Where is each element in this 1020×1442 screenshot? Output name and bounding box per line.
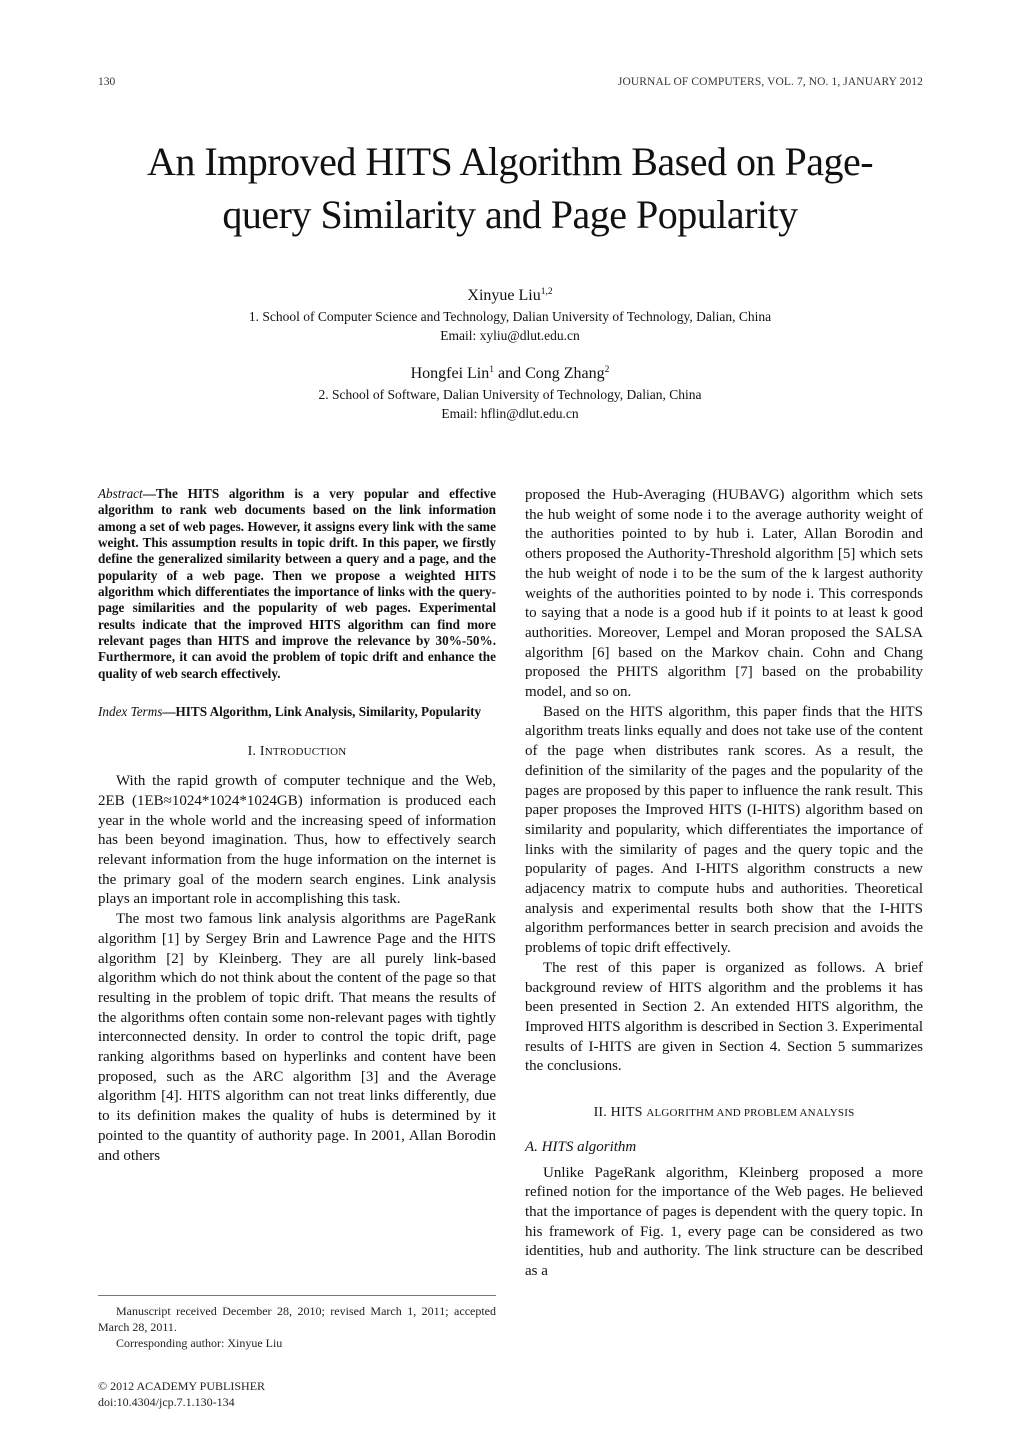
title-line-2: query Similarity and Page Popularity [222,192,798,237]
author-name: Xinyue Liu [467,287,541,304]
author-name: Hongfei Lin [410,365,490,382]
right-column [525,486,923,1282]
section-heading-introduction: I. INTRODUCTION [247,744,347,760]
footnote-received: Manuscript received December 28, 2010; revised March 1, 2011; accepted March 28, 2011. [98,1304,496,1334]
subsection-heading: A. HITS algorithm [525,1138,637,1155]
footnote-divider [98,1295,496,1296]
paragraph: Unlike PageRank algorithm, Kleinberg proposed a more refined notion for the importance of the Web pages. He believed that the importance of pages is dependent with the query topic. In his framework of Fig. 1, every page can be considered as two identities, hub and authority. The link structure can be described as a [525,1164,923,1280]
title-line-1: An Improved HITS Algorithm Based on Page- [146,139,874,184]
doi-line[interactable]: doi:10.4304/jcp.7.1.130-134 [98,1395,235,1409]
copyright-line: © 2012 ACADEMY PUBLISHER [98,1379,266,1393]
paragraph: Based on the HITS algorithm, this paper finds that the HITS algorithm treats links equally and does not take use of the content of the page when distributes rank scores. As a result, the definition of the similarity of the pages and the popularity of the pages are proposed by this paper to influence the rank result. This paper proposes the Improved HITS (I-HITS) algorithm based on similarity and popularity, which differentiates the importance of links with the similarity of pages and the query topic and the popularity of pages. And I-HITS algorithm constructs a new adjacency matrix to compute hubs and authorities. Theoretical analysis and experimental results both show that the I-HITS algorithm performances better in search precision and avoids the problems of topic drift effectively. [525,703,923,957]
author-affiliation-marker: 1,2 [540,287,553,297]
footnote-corresponding: Corresponding author: Xinyue Liu [116,1336,283,1350]
author-group-1 [60,285,960,345]
author-affiliation-marker: 1 [489,365,494,375]
left-column [98,486,496,1166]
author-email[interactable]: Email: hflin@dlut.edu.cn [441,406,579,421]
author-group-2 [60,363,960,423]
author-affiliation-marker: 2 [604,365,610,375]
author-affiliation: 1. School of Computer Science and Technology, Dalian University of Technology, Dalian, China [248,309,772,324]
author-affiliation: 2. School of Software, Dalian University of Technology, Dalian, China [318,387,702,402]
copyright-block [98,1378,265,1410]
abstract-text: —The HITS algorithm is a very popular and effective algorithm to rank web documents based on the link information among a set of web pages. However, it assigns every link with the same weight. This assumption results in topic drift. In this paper, we firstly define the generalized similarity between a query and a page, and the popularity of a web page. Then we propose a weighted HITS algorithm which differentiates the importance of links with the query-page similarities and the popularity of web pages. Experimental results indicate that the improved HITS algorithm can find more relevant pages than HITS and improve the relevance by 30%-50%. Furthermore, it can avoid the problem of topic drift and enhance the quality of web search effectively. [98,486,496,681]
paper-title [60,135,960,241]
paragraph: The rest of this paper is organized as follows. A brief background review of HITS algorithm and the problems it has been presented in Section 2. An extended HITS algorithm, the Improved HITS algorithm is described in Section 3. Experimental results of I-HITS are given in Section 4. Section 5 summarizes the conclusions. [525,959,923,1075]
author-email[interactable]: Email: xyliu@dlut.edu.cn [440,328,580,343]
author-block [60,285,960,423]
journal-citation: JOURNAL OF COMPUTERS, VOL. 7, NO. 1, JANUARY 2012 [617,76,923,88]
paragraph-continuation: proposed the Hub-Averaging (HUBAVG) algorithm which sets the hub weight of some node i to the average authority weight of the authorities pointed to by hub i. Later, Allan Borodin and others proposed the Authority-Threshold algorithm [5] which sets the hub weight of node i to be the sum of the k largest authority weights of the authorities pointed to by node i. This corresponds to saying that a node is a good hub if it points to at least k good authorities. Moreover, Lempel and Moran proposed the SALSA algorithm [6] based on the Markov chain. Cohn and Chang proposed the PHITS algorithm [7] based on the probability model, and so on. [525,487,923,701]
running-header [98,76,923,92]
abstract [98,486,496,682]
paragraph: With the rapid growth of computer technique and the Web, 2EB (1EB≈1024*1024*1024GB) information is produced each year in the whole world and the increasing speed of information has been beyond imagination. Thus, how to effectively search relevant information from the huge information on the internet is the primary goal of the modern search engines. Link analysis plays an important role in accomplishing this task. [98,773,496,908]
paragraph: The most two famous link analysis algorithms are PageRank algorithm [1] by Sergey Brin and Lawrence Page and the HITS algorithm [2] by Kleinberg. They are all purely link-based algorithm which do not think about the content of the page so that resulting in the problem of topic drift. That means the results of the algorithms often contain some non-relevant pages with tightly interconnected density. In order to control the topic drift, page ranking algorithms based on hyperlinks and content have been proposed, such as the ARC algorithm [3] and the Average algorithm [4]. HITS algorithm can not treat links differently, due to its definition makes the quality of hubs is determined by it pointed to the quantity of authority page. In 2001, Allan Borodin and others [98,911,496,1164]
author-name: and Cong Zhang [494,365,605,382]
index-terms-text: —HITS Algorithm, Link Analysis, Similarity, Popularity [162,704,482,720]
page-number: 130 [98,76,116,88]
section-heading-hits: II. HITS ALGORITHM AND PROBLEM ANALYSIS [593,1105,855,1121]
index-terms-label: Index Terms [98,704,163,720]
footnote [98,1303,496,1351]
index-terms [98,704,496,720]
abstract-label: Abstract [98,486,143,501]
